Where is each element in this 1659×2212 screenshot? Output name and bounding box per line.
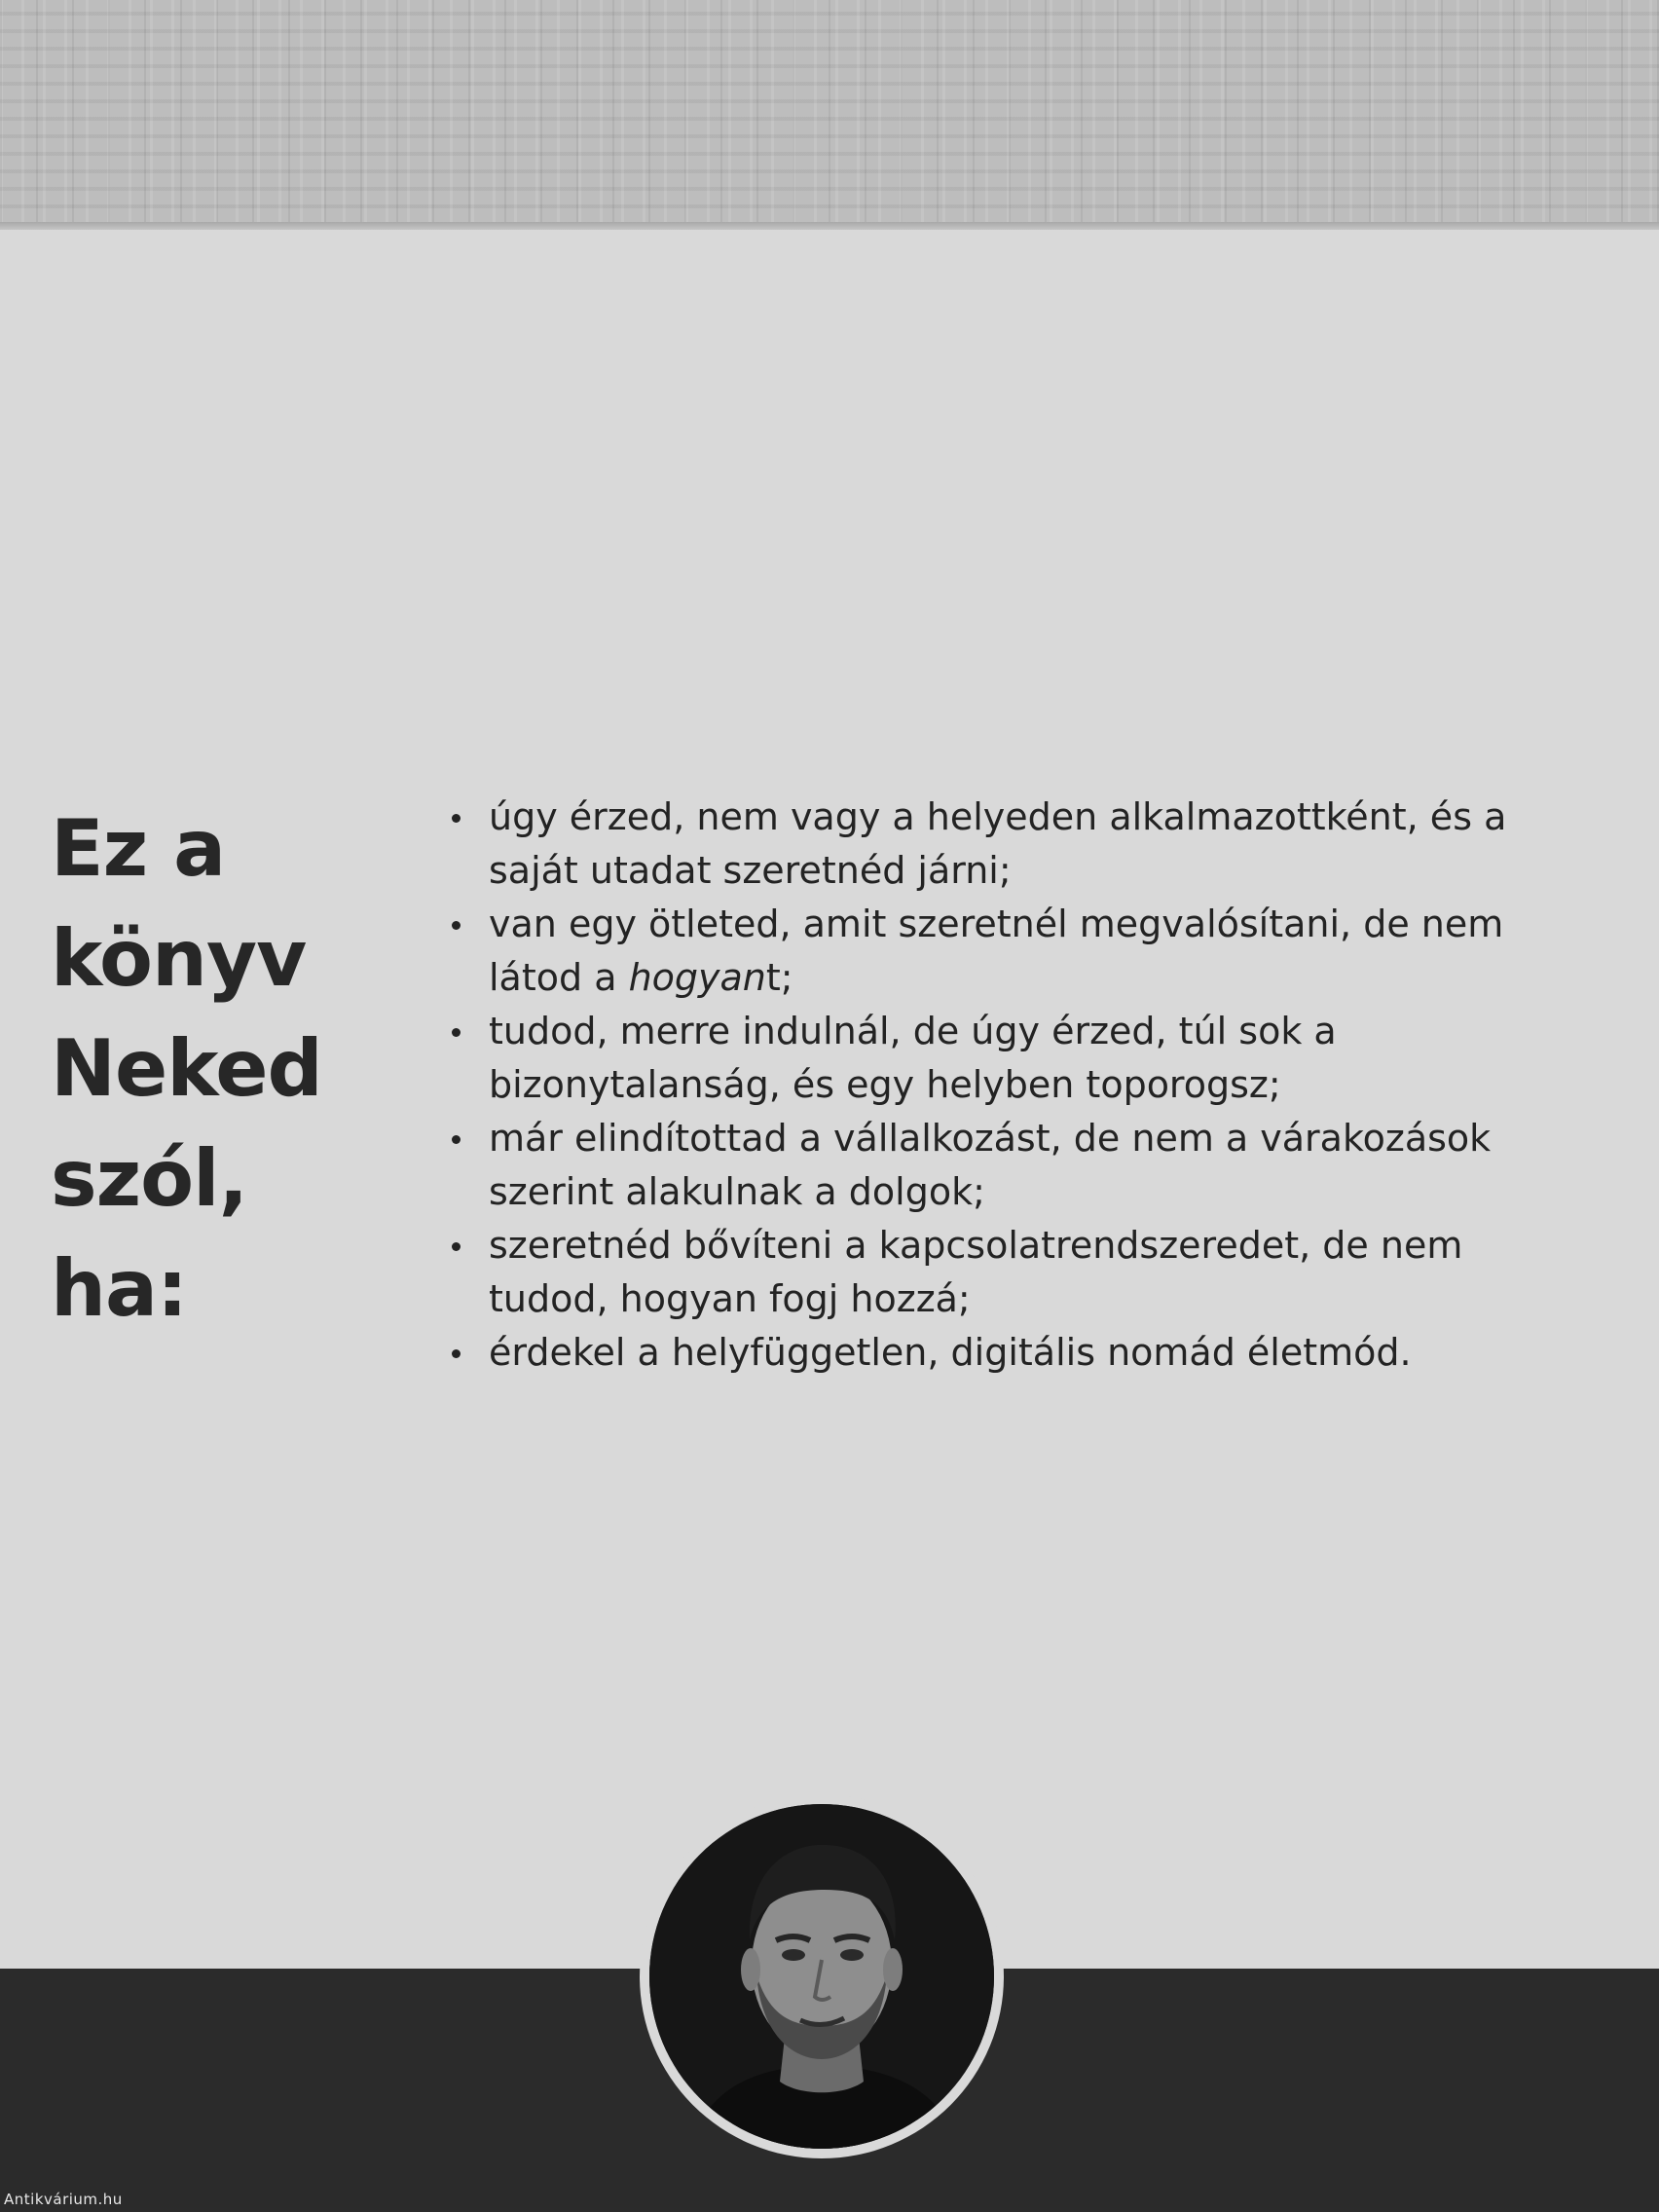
list-item-text: bizonytalanság, és egy helyben toporogsz; [489, 1063, 1281, 1106]
list-item [450, 791, 1647, 898]
list-item [450, 1112, 1647, 1219]
list-item-text: tudod, hogyan fogj hozzá; [489, 1277, 971, 1320]
list-item [450, 898, 1647, 1005]
list-item [450, 1326, 1647, 1380]
list-item-text: látod a [489, 956, 629, 999]
headline [51, 793, 401, 1344]
list-item-text: már elindítottad a vállalkozást, de nem a várakozások [489, 1117, 1492, 1160]
headline-line: Neked [51, 1023, 322, 1114]
headline-line: Ez a [51, 803, 226, 894]
author-portrait [640, 1794, 1004, 2158]
list-item-emphasis: hogyan [628, 956, 766, 999]
list-item-text: tudod, merre indulnál, de úgy érzed, túl sok a [489, 1010, 1337, 1052]
list-item-text: szerint alakulnak a dolgok; [489, 1170, 985, 1213]
list-item [450, 1005, 1647, 1112]
list-item-text-mixed [489, 951, 1647, 1005]
headline-line: szól, [51, 1133, 247, 1224]
watermark: Antikvárium.hu [4, 2191, 123, 2208]
table-surface [0, 0, 1659, 243]
list-item-text: saját utadat szeretnéd járni; [489, 849, 1012, 892]
list-item-text: szeretnéd bővíteni a kapcsolatrendszeredet, de nem [489, 1224, 1463, 1267]
list-item-text: t; [765, 956, 793, 999]
headline-line: könyv [51, 913, 307, 1004]
list-item-text: úgy érzed, nem vagy a helyeden alkalmazottként, és a [489, 795, 1507, 838]
bullet-list [450, 791, 1647, 1380]
list-item-text: érdekel a helyfüggetlen, digitális nomád életmód. [489, 1331, 1412, 1374]
list-item-text: van egy ötleted, amit szeretnél megvalósítani, de nem [489, 903, 1504, 945]
author-photo-icon [649, 1804, 994, 2149]
list-item [450, 1219, 1647, 1326]
headline-line: ha: [51, 1243, 187, 1334]
